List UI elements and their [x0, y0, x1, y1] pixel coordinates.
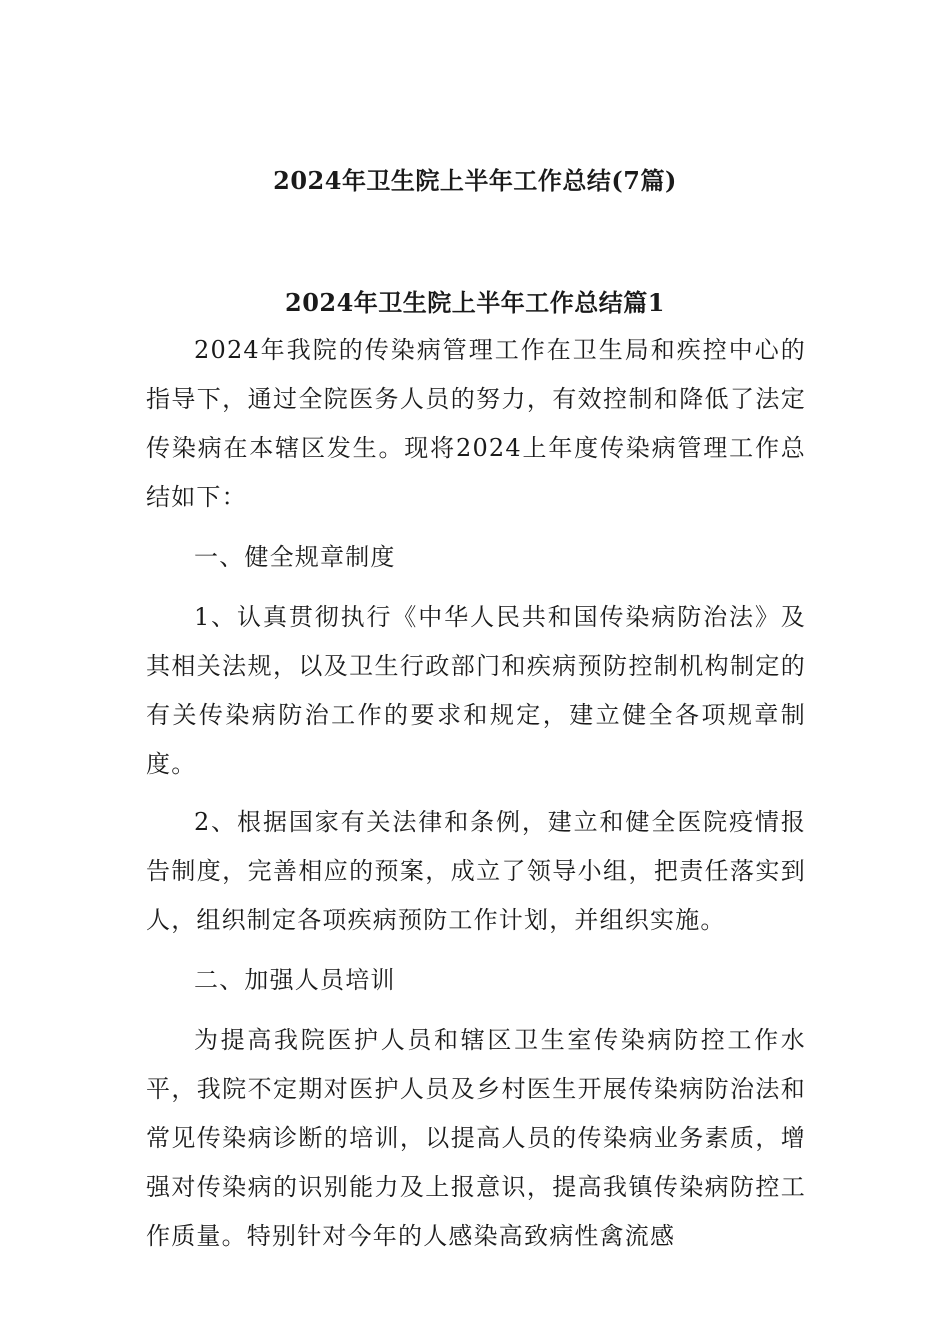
paragraph-rules-1: 1、认真贯彻执行《中华人民共和国传染病防治法》及其相关法规，以及卫生行政部门和疾病预防控制机构制定的有关传染病防治工作的要求和规定，建立健全各项规章制度。 — [146, 603, 806, 778]
document-body — [146, 326, 806, 1261]
heading-rules: 一、健全规章制度 — [194, 543, 396, 571]
heading-training: 二、加强人员培训 — [194, 966, 396, 994]
paragraph-rules-2: 2、根据国家有关法律和条例，建立和健全医院疫情报告制度，完善相应的预案，成立了领导小组，把责任落实到人，组织制定各项疾病预防工作计划，并组织实施。 — [146, 808, 806, 934]
paragraph-training: 为提高我院医护人员和辖区卫生室传染病防控工作水平，我院不定期对医护人员及乡村医生开展传染病防治法和常见传染病诊断的培训，以提高人员的传染病业务素质，增强对传染病的识别能力及上报意识，提高我镇传染病防控工作质量。特别针对今年的人感染高致病性禽流感 — [146, 1026, 806, 1250]
section-title: 2024年卫生院上半年工作总结篇1 — [285, 288, 665, 317]
document-title: 2024年卫生院上半年工作总结(7篇) — [273, 166, 677, 195]
paragraph-intro: 2024年我院的传染病管理工作在卫生局和疾控中心的指导下，通过全院医务人员的努力，有效控制和降低了法定传染病在本辖区发生。现将2024上年度传染病管理工作总结如下： — [146, 336, 806, 511]
